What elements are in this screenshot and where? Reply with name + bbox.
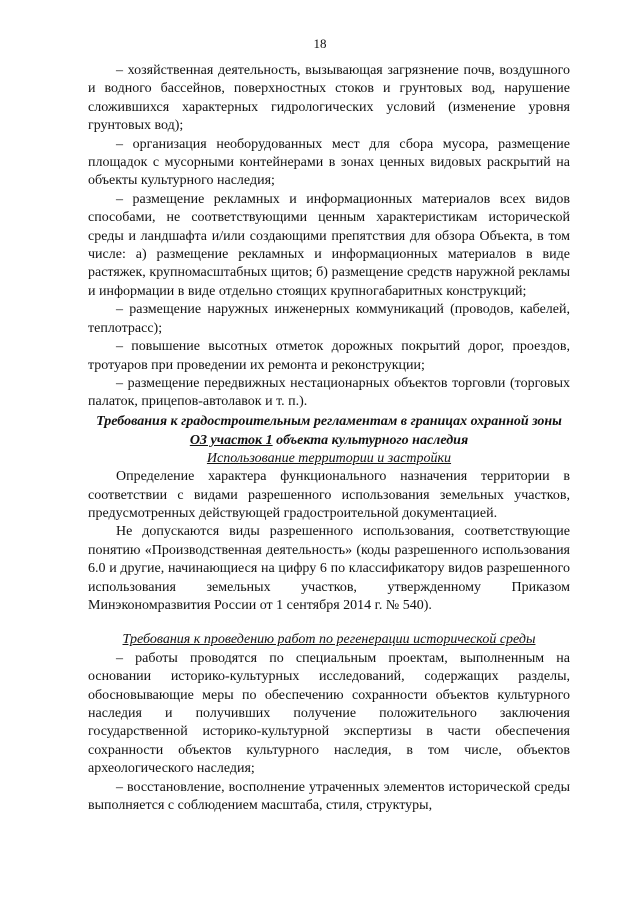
list-item: – организация необорудованных мест для сбора мусора, размещение площадок с мусорными контейнерами в зонах ценных видовых раскрытий на объекты культурного наследия; xyxy=(88,136,570,189)
page-content xyxy=(88,62,570,815)
zone-label: ОЗ участок 1 xyxy=(189,432,273,448)
paragraph: Определение характера функционального назначения территории в соответствии с видами разрешенного использования земельных участков, предусмотренных действующей градостроительной документацией. xyxy=(88,469,570,521)
list-item: – размещение рекламных и информационных материалов всех видов способами, не соответствующими ценным характеристикам исторической среды и ландшафта и/или создающими препятствия для обзора Объекта, в том числе: а) размещение рекламных и информационных материалов в виде растяжек, крупномасштабных щитов; б) размещение средств наружной рекламы и информации в виде отдельно стоящих крупногабаритных конструкций; xyxy=(88,191,570,299)
section-title-part2: объекта культурного наследия xyxy=(276,432,469,448)
section-title-part1: Требования к градостроительным регламентам в границах охранной зоны xyxy=(96,413,562,429)
page-number: 18 xyxy=(313,36,327,51)
list-item: – повышение высотных отметок дорожных покрытий дорог, проездов, тротуаров при проведении их ремонта и реконструкции; xyxy=(88,339,570,373)
regeneration-heading: Требования к проведению работ по регенерации исторической среды xyxy=(122,632,536,648)
list-item: – размещение наружных инженерных коммуникаций (проводов, кабелей, теплотрасс); xyxy=(88,302,570,336)
section-title xyxy=(88,412,570,450)
list-item: – размещение передвижных нестационарных объектов торговли (торговых палаток, прицепов-автолавок и т. п.). xyxy=(88,375,570,410)
paragraph: – работы проводятся по специальным проектам, выполненным на основании историко-культурных исследований, содержащих разделы, обосновывающие меры по обеспечению сохранности объектов культурного наследия и получивших получение положительного заключения государственной историко-культурной экспертизы в части обеспечения сохранности объектов культурного наследия, в том числе, объектов археологического наследия; xyxy=(88,650,570,777)
paragraph: Не допускаются виды разрешенного использования, соответствующие понятию «Производственная деятельность» (коды разрешенного использования 6.0 и другие, начинающиеся на цифру 6 по классификатору видов разрешенного использования земельных участков, утвержденному Приказом Минэкономразвития России от 1 сентября 2014 г. № 540). xyxy=(88,524,570,613)
list-item: – хозяйственная деятельность, вызывающая загрязнение почв, воздушного и водного бассейнов, поверхностных стоков и грунтовых вод, нарушение сложившихся характерных гидрологических условий (изменение уровня грунтовых вод); xyxy=(88,63,570,134)
land-use-heading: Использование территории и застройки xyxy=(206,450,452,466)
paragraph: – восстановление, восполнение утраченных элементов исторической среды выполняется с соблюдением масштаба, стиля, структуры, xyxy=(88,779,570,814)
